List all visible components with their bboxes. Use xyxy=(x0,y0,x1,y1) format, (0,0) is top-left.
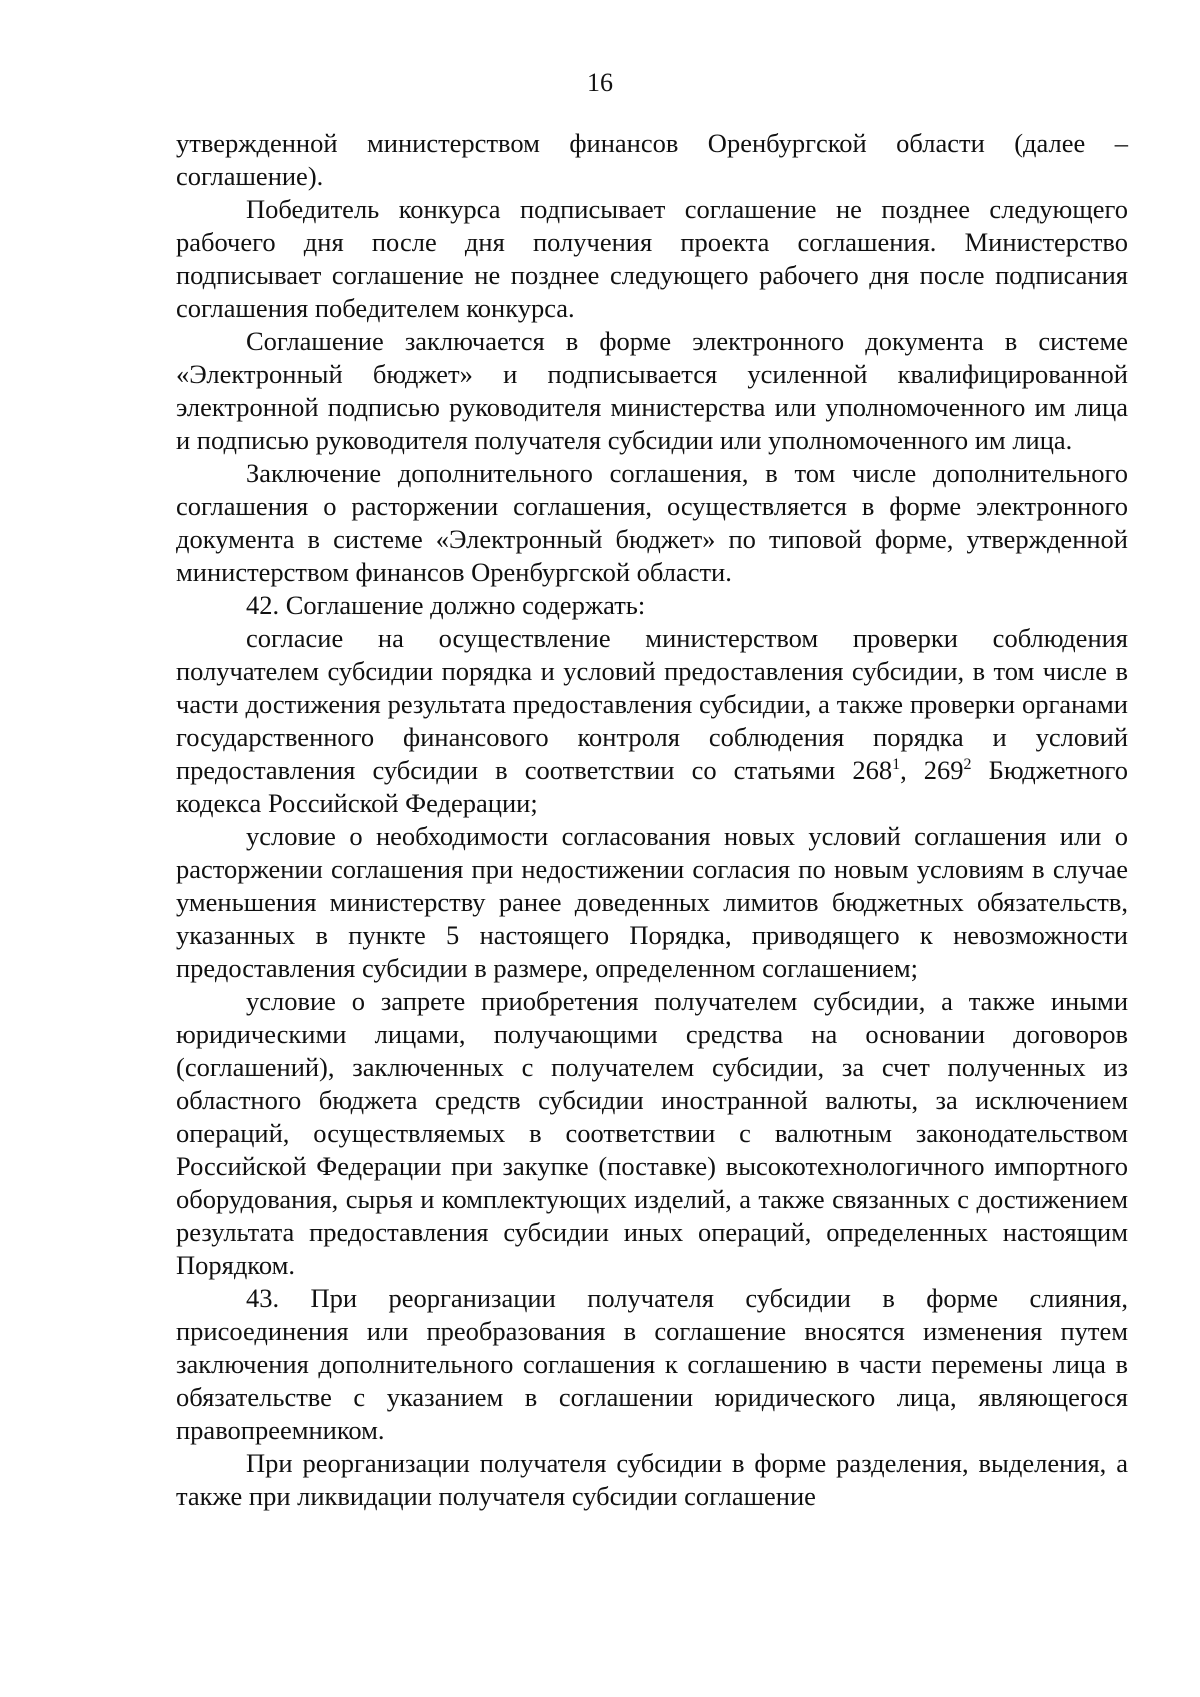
consent-text-before: согласие на осуществление министерством проверки соблюдения получателем субсидии порядка и условий предоставления субсидии, в том числе в части достижения результата предоставления субсидии, а также проверки органами государственного финансового контроля соблюдения порядка и условий предоставления субсидии в соответствии со статьями 268 xyxy=(176,623,1128,785)
page-number: 16 xyxy=(587,68,613,97)
document-body xyxy=(176,127,1128,1513)
superscript-269: 2 xyxy=(963,756,972,774)
superscript-268: 1 xyxy=(892,756,901,774)
consent-text-middle: , 269 xyxy=(900,755,964,785)
paragraph-item-42: 42. Соглашение должно содержать: xyxy=(246,590,646,620)
paragraph-item-43: 43. При реорганизации получателя субсидии в форме слияния, присоединения или преобразования в соглашение вносятся изменения путем заключения дополнительного соглашения к соглашению в части перемены лица в обязательстве с указанием в соглашении юридического лица, являющегося правопреемником. xyxy=(176,1283,1128,1445)
paragraph-electronic-form: Соглашение заключается в форме электронного документа в системе «Электронный бюджет» и подписывается усиленной квалифицированной электронной подписью руководителя министерства или уполномоченного им лица и подписью руководителя получателя субсидии или уполномоченного им лица. xyxy=(176,326,1128,455)
paragraph-reorganization-division: При реорганизации получателя субсидии в форме разделения, выделения, а также при ликвидации получателя субсидии соглашение xyxy=(176,1448,1128,1511)
paragraph-winner-signs: Победитель конкурса подписывает соглашение не позднее следующего рабочего дня после дня получения проекта соглашения. Министерство подписывает соглашение не позднее следующего рабочего дня после подписания соглашения победителем конкурса. xyxy=(176,194,1128,323)
paragraph-continuation: утвержденной министерством финансов Оренбургской области (далее – соглашение). xyxy=(176,128,1128,191)
consent-text-after: Бюджетного кодекса Российской Федерации; xyxy=(176,755,1128,818)
paragraph-new-conditions-clause: условие о необходимости согласования новых условий соглашения или о расторжении соглашения при недостижении согласия по новым условиям в случае уменьшения министерству ранее доведенных лимитов бюджетных обязательств, указанных в пункте 5 настоящего Порядка, приводящего к невозможности предоставления субсидии в размере, определенном соглашением; xyxy=(176,821,1128,983)
paragraph-currency-ban-clause: условие о запрете приобретения получателем субсидии, а также иными юридическими лицами, получающими средства на основании договоров (соглашений), заключенных с получателем субсидии, за счет полученных из областного бюджета средств субсидии иностранной валюты, за исключением операций, осуществляемых в соответствии с валютным законодательством Российской Федерации при закупке (поставке) высокотехнологичного импортного оборудования, сырья и комплектующих изделий, а также связанных с достижением результата предоставления субсидии иных операций, определенных настоящим Порядком. xyxy=(176,986,1128,1280)
paragraph-additional-agreement: Заключение дополнительного соглашения, в том числе дополнительного соглашения о расторжении соглашения, осуществляется в форме электронного документа в системе «Электронный бюджет» по типовой форме, утвержденной министерством финансов Оренбургской области. xyxy=(176,458,1128,587)
paragraph-consent-clause xyxy=(176,622,1128,820)
